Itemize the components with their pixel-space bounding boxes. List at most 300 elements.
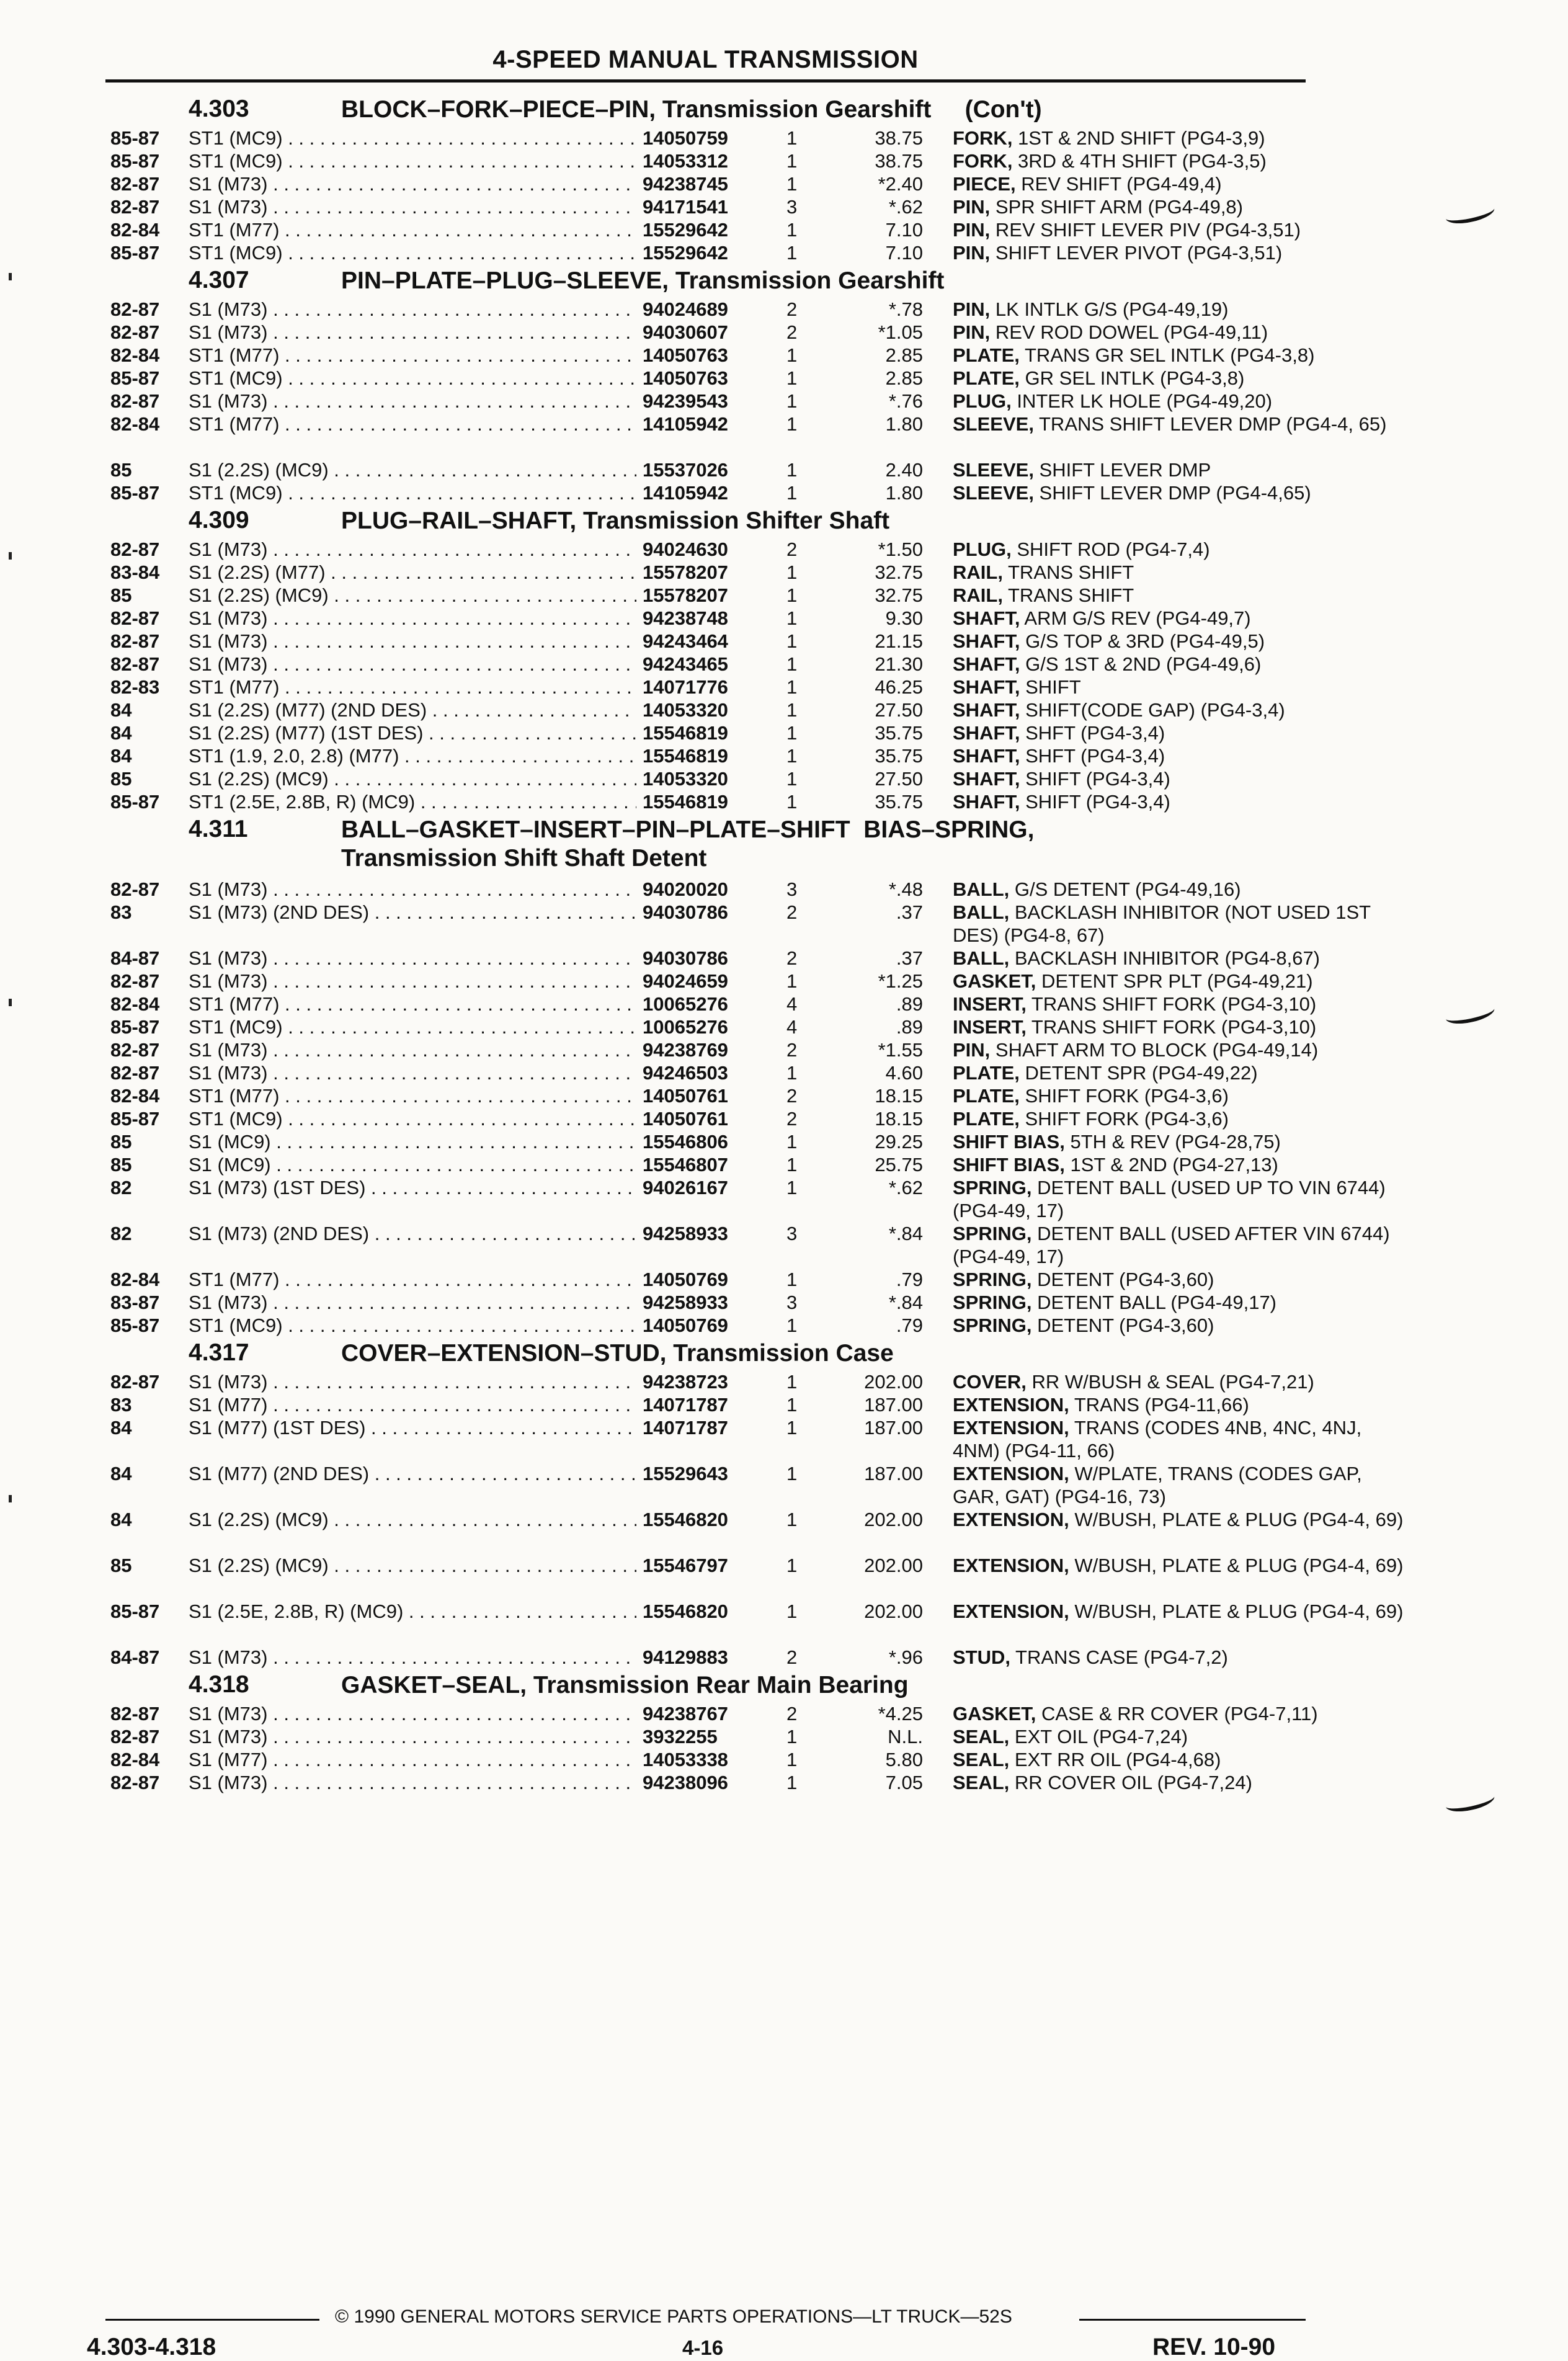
part-name: SPRING,: [953, 1314, 1032, 1336]
model-years: 82-87: [110, 196, 160, 218]
model-application: S1 (M73) . . .: [189, 298, 636, 321]
price: *2.40: [878, 173, 923, 195]
part-detail: EXT OIL (PG4-7,24): [1009, 1726, 1188, 1747]
table-row: [110, 878, 1307, 901]
part-name: SPRING,: [953, 1269, 1032, 1290]
model-application: S1 (M73) . . .: [189, 1061, 636, 1084]
quantity: 1: [786, 699, 798, 721]
part-description: [953, 150, 1404, 172]
table-row: [110, 1314, 1307, 1337]
part-number: 14050761: [643, 1085, 728, 1107]
part-description: [953, 1107, 1404, 1130]
part-name: SHAFT,: [953, 745, 1020, 767]
model-application: S1 (M77) (2ND DES) . . .: [189, 1462, 636, 1485]
part-name: SLEEVE,: [953, 459, 1034, 481]
model-years: 82-87: [110, 1371, 160, 1393]
quantity: 1: [786, 607, 798, 629]
model-years: 82-87: [110, 878, 160, 900]
part-name: PIN,: [953, 1039, 991, 1061]
price: 7.05: [885, 1772, 923, 1793]
quantity: 4: [786, 1016, 798, 1038]
part-name: SHAFT,: [953, 607, 1020, 629]
price: *1.25: [878, 970, 923, 992]
part-description: [953, 970, 1404, 993]
part-detail: SHIFT (PG4-3,4): [1020, 791, 1170, 813]
quantity: 1: [786, 1269, 798, 1290]
quantity: 1: [786, 1726, 798, 1747]
model-years: 82-87: [110, 607, 160, 629]
part-number: 14050761: [643, 1108, 728, 1130]
quantity: 2: [786, 947, 798, 969]
part-detail: TRANS (PG4-11,66): [1069, 1394, 1249, 1416]
model-years: 84: [110, 1463, 132, 1484]
model-application: S1 (M73) . . .: [189, 653, 636, 676]
part-detail: SHIFT FORK (PG4-3,6): [1019, 1085, 1229, 1107]
quantity: 1: [786, 127, 798, 149]
section-number: 4.311: [189, 816, 248, 842]
table-row: [110, 413, 1387, 458]
part-name: INSERT,: [953, 993, 1027, 1015]
part-number: 94238723: [643, 1371, 728, 1393]
table-row: [110, 538, 1307, 561]
model-years: 83-87: [110, 1292, 160, 1313]
part-number: 94238767: [643, 1703, 728, 1725]
section-heading: [110, 264, 1307, 298]
section-number: 4.317: [189, 1339, 249, 1366]
part-detail: TRANS SHIFT FORK (PG4-3,10): [1026, 1016, 1317, 1038]
part-number: 15546819: [643, 791, 728, 813]
part-name: SHAFT,: [953, 722, 1020, 744]
margin-tick: [9, 552, 12, 560]
table-row: [110, 481, 1311, 504]
part-detail: TRANS SHIFT FORK (PG4-3,10): [1026, 993, 1317, 1015]
model-years: 82-87: [110, 1703, 160, 1725]
model-application: S1 (M73) . . .: [189, 1725, 636, 1748]
quantity: 1: [786, 1509, 798, 1530]
model-application: S1 (M73) (1ST DES) . . .: [189, 1176, 636, 1199]
quantity: 2: [786, 1646, 798, 1668]
part-description: [953, 127, 1404, 150]
table-row: [110, 901, 1371, 947]
table-row: [110, 1702, 1318, 1725]
table-row: [110, 676, 1307, 698]
price: *.84: [888, 1223, 923, 1244]
model-years: 82-84: [110, 1085, 160, 1107]
section-heading: [110, 504, 1307, 538]
price: 32.75: [875, 584, 923, 606]
quantity: 1: [786, 970, 798, 992]
model-years: 85-87: [110, 1314, 160, 1336]
footer-rule-right: [1079, 2319, 1306, 2321]
part-description: [953, 1015, 1404, 1038]
part-number: 14105942: [643, 413, 728, 435]
part-detail: SHIFT LEVER PIVOT (PG4-3,51): [990, 242, 1283, 264]
model-years: 85: [110, 1131, 132, 1153]
section-title-line: Transmission Shift Shaft Detent: [341, 845, 707, 872]
part-description: [953, 1462, 1404, 1508]
table-row: [110, 653, 1307, 676]
part-name: EXTENSION,: [953, 1417, 1069, 1439]
model-application: S1 (M73) (2ND DES) . . .: [189, 901, 636, 924]
part-description: [953, 241, 1404, 264]
price: 1.80: [885, 413, 923, 435]
model-years: 85: [110, 584, 132, 606]
part-number: 15546807: [643, 1154, 728, 1176]
part-number: 10065276: [643, 993, 728, 1015]
price: 21.30: [875, 653, 923, 675]
model-years: 82-84: [110, 993, 160, 1015]
part-detail: GR SEL INTLK (PG4-3,8): [1019, 367, 1245, 389]
part-number: 14050763: [643, 367, 728, 389]
part-detail: EXT RR OIL (PG4-4,68): [1009, 1749, 1221, 1770]
quantity: 1: [786, 413, 798, 435]
table-row: [110, 1600, 1404, 1646]
section-title-line: BLOCK–FORK–PIECE–PIN, Transmission Gearshift (Con't): [341, 96, 1042, 123]
part-description: [953, 1600, 1404, 1623]
part-detail: TRANS SHIFT LEVER DMP (PG4-4, 65): [1033, 413, 1387, 435]
quantity: 1: [786, 1131, 798, 1153]
part-description: [953, 195, 1404, 218]
model-years: 84-87: [110, 947, 160, 969]
section-title-line: BALL–GASKET–INSERT–PIN–PLATE–SHIFT BIAS–SPRING,: [341, 816, 1035, 843]
price: N.L.: [888, 1726, 923, 1747]
model-years: 84: [110, 745, 132, 767]
table-row: [110, 172, 1307, 195]
table-row: [110, 947, 1321, 970]
part-description: [953, 878, 1404, 901]
part-detail: SHIFT(CODE GAP) (PG4-3,4): [1020, 699, 1285, 721]
part-description: [953, 1291, 1404, 1314]
section-title-line: COVER–EXTENSION–STUD, Transmission Case: [341, 1340, 894, 1367]
section-title: [341, 1671, 909, 1700]
table-row: [110, 344, 1315, 367]
part-detail: DETENT SPR (PG4-49,22): [1019, 1062, 1258, 1084]
table-row: [110, 1748, 1307, 1771]
model-years: 85: [110, 1154, 132, 1176]
part-number: 14050769: [643, 1314, 728, 1336]
section-number: 4.309: [189, 507, 249, 533]
price: *.78: [888, 298, 923, 320]
part-name: SPRING,: [953, 1177, 1032, 1198]
part-description: [953, 676, 1404, 698]
part-description: [953, 901, 1404, 947]
part-name: PLATE,: [953, 1108, 1020, 1130]
part-detail: G/S 1ST & 2ND (PG4-49,6): [1020, 653, 1262, 675]
part-name: PLATE,: [953, 1062, 1020, 1084]
footer-copyright: © 1990 GENERAL MOTORS SERVICE PARTS OPERATIONS—LT TRUCK—52S: [335, 2306, 1012, 2327]
part-detail: DETENT BALL (PG4-49,17): [1031, 1292, 1277, 1313]
model-application: ST1 (MC9) . . .: [189, 481, 636, 504]
part-number: 94243465: [643, 653, 728, 675]
quantity: 2: [786, 1039, 798, 1061]
model-application: S1 (M73) . . .: [189, 172, 636, 195]
model-application: S1 (M73) . . .: [189, 1771, 636, 1794]
model-years: 82-87: [110, 1039, 160, 1061]
quantity: 2: [786, 538, 798, 560]
table-row: [110, 698, 1307, 721]
part-description: [953, 1725, 1404, 1748]
part-name: PLUG,: [953, 390, 1012, 412]
footer-revision: REV. 10-90: [1152, 2334, 1276, 2360]
section-heading: [110, 93, 1307, 127]
part-number: 94024689: [643, 298, 728, 320]
part-number: 94171541: [643, 196, 728, 218]
price: 46.25: [875, 676, 923, 698]
price: 202.00: [864, 1555, 923, 1576]
table-row: [110, 1393, 1307, 1416]
part-description: [953, 630, 1404, 653]
quantity: 1: [786, 1314, 798, 1336]
header-rule: [105, 79, 1306, 83]
part-name: BALL,: [953, 947, 1010, 969]
part-name: PIN,: [953, 321, 991, 343]
model-application: ST1 (MC9) . . .: [189, 150, 636, 172]
model-years: 82-87: [110, 321, 160, 343]
quantity: 1: [786, 676, 798, 698]
quantity: 1: [786, 1555, 798, 1576]
part-description: [953, 298, 1404, 321]
price: 2.85: [885, 344, 923, 366]
table-row: [110, 321, 1307, 344]
table-row: [110, 1462, 1362, 1508]
section-title: [341, 96, 1042, 124]
model-years: 82-84: [110, 344, 160, 366]
part-number: 15578207: [643, 561, 728, 583]
part-description: [953, 413, 1404, 435]
part-description: [953, 1222, 1404, 1268]
part-number: 94024659: [643, 970, 728, 992]
section-title-line: GASKET–SEAL, Transmission Rear Main Bearing: [341, 1672, 909, 1698]
part-description: [953, 1268, 1404, 1291]
part-name: EXTENSION,: [953, 1394, 1069, 1416]
quantity: 1: [786, 219, 798, 241]
model-application: S1 (2.2S) (M77) (2ND DES) . . .: [189, 698, 636, 721]
part-description: [953, 1748, 1404, 1771]
part-description: [953, 1554, 1404, 1577]
part-description: [953, 1084, 1404, 1107]
price: 35.75: [875, 791, 923, 813]
model-years: 85-87: [110, 1016, 160, 1038]
model-years: 82-84: [110, 1749, 160, 1770]
part-number: 15546806: [643, 1131, 728, 1153]
quantity: 2: [786, 1108, 798, 1130]
part-name: SHAFT,: [953, 768, 1020, 790]
table-row: [110, 390, 1307, 413]
model-years: 82-83: [110, 676, 160, 698]
part-detail: 5TH & REV (PG4-28,75): [1064, 1131, 1281, 1153]
part-description: [953, 1038, 1404, 1061]
price: 202.00: [864, 1371, 923, 1393]
part-number: 94243464: [643, 630, 728, 652]
price: *.62: [888, 1177, 923, 1198]
part-name: SLEEVE,: [953, 413, 1034, 435]
part-name: BALL,: [953, 878, 1010, 900]
quantity: 1: [786, 1772, 798, 1793]
model-application: ST1 (M77) . . .: [189, 676, 636, 698]
table-row: [110, 1015, 1317, 1038]
table-row: [110, 970, 1313, 993]
part-detail: DETENT (PG4-3,60): [1031, 1269, 1214, 1290]
quantity: 2: [786, 298, 798, 320]
price: *.48: [888, 878, 923, 900]
model-years: 84: [110, 722, 132, 744]
price: .37: [896, 947, 923, 969]
price: 21.15: [875, 630, 923, 652]
model-application: S1 (2.5E, 2.8B, R) (MC9) . . .: [189, 1600, 636, 1623]
section-title-line: PLUG–RAIL–SHAFT, Transmission Shifter Shaft: [341, 507, 890, 534]
part-number: 14053312: [643, 150, 728, 172]
part-description: [953, 172, 1404, 195]
part-number: 94258933: [643, 1292, 728, 1313]
price: 27.50: [875, 699, 923, 721]
model-years: 82-87: [110, 390, 160, 412]
part-detail: ARM G/S REV (PG4-49,7): [1020, 607, 1251, 629]
table-row: [110, 367, 1307, 390]
part-detail: G/S TOP & 3RD (PG4-49,5): [1020, 630, 1265, 652]
quantity: 1: [786, 1600, 798, 1622]
table-row: [110, 298, 1307, 321]
section-heading: [110, 1669, 1307, 1702]
model-years: 82-87: [110, 173, 160, 195]
part-description: [953, 993, 1404, 1015]
part-name: FORK,: [953, 127, 1013, 149]
model-years: 85-87: [110, 1108, 160, 1130]
part-number: 94020020: [643, 878, 728, 900]
part-description: [953, 390, 1404, 413]
model-application: S1 (MC9) . . .: [189, 1153, 636, 1176]
part-description: [953, 744, 1404, 767]
table-row: [110, 1370, 1314, 1393]
part-number: 14053338: [643, 1749, 728, 1770]
part-description: [953, 1061, 1404, 1084]
part-name: PLATE,: [953, 344, 1020, 366]
model-years: 85: [110, 1555, 132, 1576]
table-row: [110, 561, 1307, 584]
price: *.62: [888, 196, 923, 218]
model-years: 83: [110, 901, 132, 923]
part-number: 14053320: [643, 768, 728, 790]
part-detail: G/S DETENT (PG4-49,16): [1009, 878, 1241, 900]
quantity: 3: [786, 196, 798, 218]
quantity: 1: [786, 1394, 798, 1416]
binder-mark: [1444, 1788, 1496, 1815]
part-description: [953, 1176, 1404, 1222]
table-row: [110, 127, 1307, 150]
model-application: S1 (M73) . . .: [189, 630, 636, 653]
part-detail: BACKLASH INHIBITOR (PG4-8,67): [1009, 947, 1321, 969]
part-name: PLATE,: [953, 367, 1020, 389]
part-description: [953, 1646, 1404, 1669]
part-number: 14050763: [643, 344, 728, 366]
model-years: 84: [110, 1417, 132, 1439]
part-detail: SHFT (PG4-3,4): [1020, 722, 1165, 744]
price: .79: [896, 1314, 923, 1336]
part-name: EXTENSION,: [953, 1600, 1069, 1622]
model-years: 85-87: [110, 242, 160, 264]
part-description: [953, 561, 1404, 584]
quantity: 1: [786, 1463, 798, 1484]
model-application: S1 (M73) . . .: [189, 970, 636, 993]
part-number: 94239543: [643, 390, 728, 412]
table-row: [110, 195, 1307, 218]
part-number: 14105942: [643, 482, 728, 504]
part-description: [953, 653, 1404, 676]
part-number: 94238745: [643, 173, 728, 195]
table-row: [110, 607, 1307, 630]
part-number: 15537026: [643, 459, 728, 481]
model-application: S1 (2.2S) (MC9) . . .: [189, 1554, 636, 1577]
part-description: [953, 481, 1404, 504]
part-detail: DETENT BALL (USED AFTER VIN 6744) (PG4-49, 17): [953, 1223, 1390, 1267]
part-detail: INTER LK HOLE (PG4-49,20): [1011, 390, 1273, 412]
model-application: S1 (M73) . . .: [189, 607, 636, 630]
model-application: ST1 (M77) . . .: [189, 344, 636, 367]
price: 187.00: [864, 1463, 923, 1484]
part-number: 14050759: [643, 127, 728, 149]
price: 35.75: [875, 722, 923, 744]
quantity: 2: [786, 321, 798, 343]
part-number: 15578207: [643, 584, 728, 606]
model-years: 82-87: [110, 630, 160, 652]
model-years: 85: [110, 768, 132, 790]
part-number: 15546797: [643, 1555, 728, 1576]
part-number: 94030786: [643, 947, 728, 969]
model-application: S1 (M77) . . .: [189, 1393, 636, 1416]
part-detail: RR COVER OIL (PG4-7,24): [1009, 1772, 1252, 1793]
price: 5.80: [885, 1749, 923, 1770]
quantity: 2: [786, 1703, 798, 1725]
part-name: RAIL,: [953, 561, 1003, 583]
margin-tick: [9, 999, 12, 1006]
part-number: 94238096: [643, 1772, 728, 1793]
quantity: 1: [786, 630, 798, 652]
part-description: [953, 344, 1404, 367]
part-description: [953, 584, 1404, 607]
price: *.96: [888, 1646, 923, 1668]
part-number: 14071776: [643, 676, 728, 698]
part-detail: W/BUSH, PLATE & PLUG (PG4-4, 69): [1069, 1555, 1404, 1576]
part-name: PLATE,: [953, 1085, 1020, 1107]
quantity: 1: [786, 1177, 798, 1198]
model-years: 85-87: [110, 482, 160, 504]
model-application: ST1 (MC9) . . .: [189, 127, 636, 150]
price: 38.75: [875, 150, 923, 172]
model-application: S1 (M73) . . .: [189, 1702, 636, 1725]
part-description: [953, 538, 1404, 561]
model-years: 83-84: [110, 561, 160, 583]
part-detail: W/BUSH, PLATE & PLUG (PG4-4, 69): [1069, 1600, 1404, 1622]
footer-section-range: 4.303-4.318: [87, 2334, 216, 2360]
part-name: PIECE,: [953, 173, 1016, 195]
price: 1.80: [885, 482, 923, 504]
part-number: 15546819: [643, 745, 728, 767]
part-detail: DETENT BALL (USED UP TO VIN 6744) (PG4-49, 17): [953, 1177, 1386, 1221]
model-years: 82-87: [110, 1726, 160, 1747]
part-number: 94129883: [643, 1646, 728, 1668]
part-number: 14053320: [643, 699, 728, 721]
table-row: [110, 150, 1307, 172]
model-application: ST1 (MC9) . . .: [189, 1107, 636, 1130]
price: 32.75: [875, 561, 923, 583]
part-description: [953, 218, 1404, 241]
part-number: 94246503: [643, 1062, 728, 1084]
table-row: [110, 1176, 1386, 1222]
part-number: 94238748: [643, 607, 728, 629]
part-description: [953, 367, 1404, 390]
part-number: 94024630: [643, 538, 728, 560]
price: 25.75: [875, 1154, 923, 1176]
price: 202.00: [864, 1600, 923, 1622]
